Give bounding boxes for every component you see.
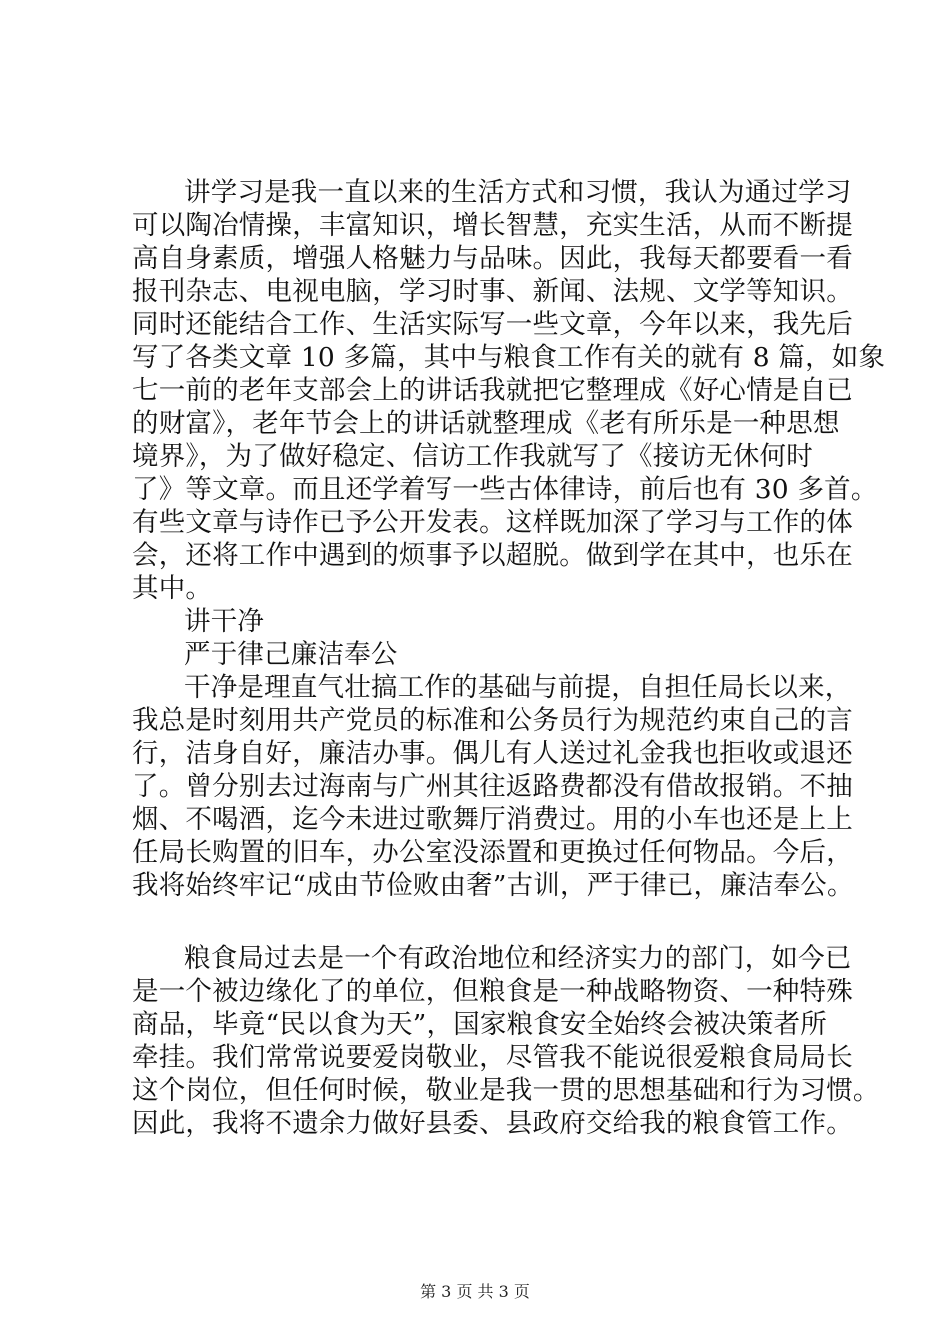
text-line: 七一前的老年支部会上的讲话我就把它整理成《好心情是自已 <box>132 375 853 406</box>
text-line: 其中。 <box>132 573 213 604</box>
text-line: 这个岗位，但任何时候，敬业是我一贯的思想基础和行为习惯。 <box>132 1075 880 1106</box>
text-line: 写了各类文章 10 多篇，其中与粮食工作有关的就有 8 篇，如象 <box>132 342 886 373</box>
text-line: 高自身素质，增强人格魅力与品味。因此，我每天都要看一看 <box>132 243 853 274</box>
text-line: 会，还将工作中遇到的烦事予以超脱。做到学在其中，也乐在 <box>132 540 853 571</box>
document-body <box>132 176 886 1140</box>
text-line: 干净是理直气壮搞工作的基础与前提，自担任局长以来， <box>184 672 852 703</box>
page-footer: 第 3 页 共 3 页 <box>420 1282 530 1301</box>
paragraph-spacer <box>132 902 852 942</box>
text-line: 我将始终牢记“成由节俭败由奢”古训，严于律已，廉洁奉公。 <box>132 870 854 901</box>
text-line: 的财富》，老年节会上的讲话就整理成《老有所乐是一种思想 <box>132 408 840 439</box>
text-line: 粮食局过去是一个有政治地位和经济实力的部门，如今已 <box>184 943 852 974</box>
text-line: 境界》，为了做好稳定、信访工作我就写了《接访无休何时 <box>132 441 813 472</box>
text-line: 烟、不喝酒，迄今未进过歌舞厅消费过。用的小车也还是上上 <box>132 804 853 835</box>
text-line: 严于律己廉洁奉公 <box>184 639 398 670</box>
text-line: 牵挂。我们常常说要爱岗敬业，尽管我不能说很爱粮食局局长 <box>132 1042 853 1073</box>
text-line: 有些文章与诗作已予公开发表。这样既加深了学习与工作的体 <box>132 507 853 538</box>
text-line: 我总是时刻用共产党员的标准和公务员行为规范约束自己的言 <box>132 705 853 736</box>
text-line: 因此，我将不遗余力做好县委、县政府交给我的粮食管工作。 <box>132 1108 853 1139</box>
text-line: 行，洁身自好，廉洁办事。偶儿有人送过礼金我也拒收或退还 <box>132 738 853 769</box>
text-line: 讲干净 <box>184 606 265 637</box>
text-line: 同时还能结合工作、生活实际写一些文章，今年以来，我先后 <box>132 309 853 340</box>
text-line: 讲学习是我一直以来的生活方式和习惯，我认为通过学习 <box>184 177 852 208</box>
text-line: 可以陶冶情操，丰富知识，增长智慧，充实生活，从而不断提 <box>132 210 853 241</box>
text-line: 商品，毕竟“民以食为天”，国家粮食安全始终会被决策者所 <box>132 1009 827 1040</box>
text-line: 了。曾分别去过海南与广州其往返路费都没有借故报销。不抽 <box>132 771 853 802</box>
text-line: 任局长购置的旧车，办公室没添置和更换过任何物品。今后， <box>132 837 853 868</box>
text-line: 是一个被边缘化了的单位，但粮食是一种战略物资、一种特殊 <box>132 976 853 1007</box>
text-line: 了》等文章。而且还学着写一些古体律诗，前后也有 30 多首。 <box>132 474 878 505</box>
text-line: 报刊杂志、电视电脑，学习时事、新闻、法规、文学等知识。 <box>132 276 853 307</box>
